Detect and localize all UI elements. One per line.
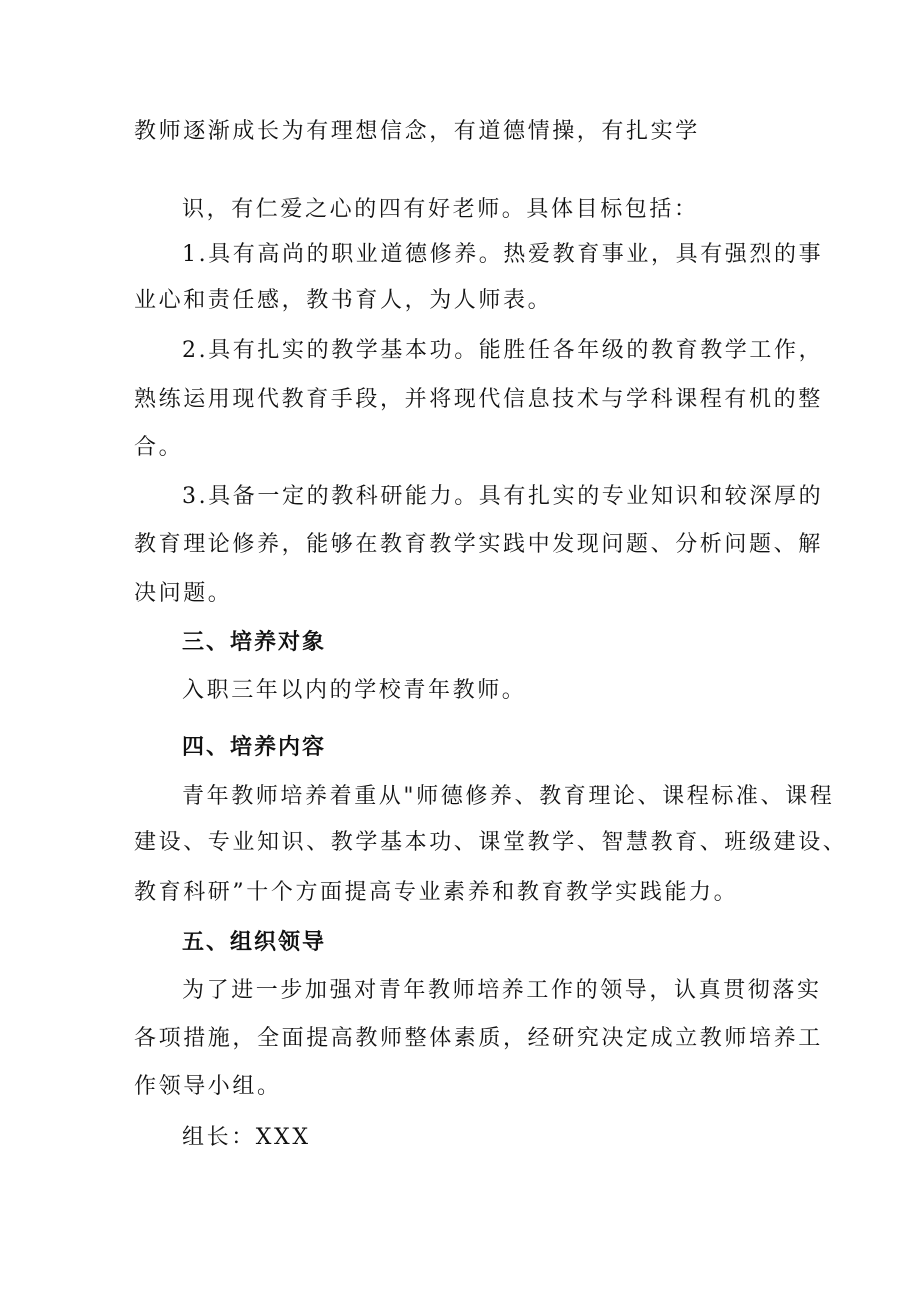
paragraph-line: 熟练运用现代教育手段，并将现代信息技术与学科课程有机的整 <box>134 387 823 412</box>
goal-item-2: 2.具有扎实的教学基本功。能胜任各年级的教育教学工作， <box>182 338 824 363</box>
paragraph-line: 教育科研”十个方面提高专业素养和教育教学实践能力。 <box>134 880 739 905</box>
paragraph-line: 决问题。 <box>134 581 233 606</box>
paragraph-line: 业心和责任感，教书育人，为人师表。 <box>134 288 553 313</box>
paragraph-line: 为了进一步加强对青年教师培养工作的领导，认真贯彻落实 <box>182 978 822 1003</box>
paragraph-line: 建设、专业知识、教学基本功、课堂教学、智慧教育、班级建设、 <box>134 830 848 855</box>
paragraph-line: 合。 <box>134 435 184 460</box>
paragraph-line: 作领导小组。 <box>134 1074 282 1099</box>
paragraph-line: 入职三年以内的学校青年教师。 <box>182 678 527 703</box>
section-heading-leadership: 五、组织领导 <box>182 930 327 955</box>
paragraph-line: 教师逐渐成长为有理想信念，有道德情操，有扎实学 <box>134 119 700 144</box>
goal-item-1: 1.具有高尚的职业道德修养。热爱教育事业，具有强烈的事 <box>182 242 824 267</box>
section-heading-training-target: 三、培养对象 <box>182 630 327 655</box>
goal-item-3: 3.具备一定的教科研能力。具有扎实的专业知识和较深厚的 <box>182 484 824 509</box>
section-heading-training-content: 四、培养内容 <box>182 735 327 760</box>
paragraph-line: 教育理论修养，能够在教育教学实践中发现问题、分析问题、解 <box>134 532 823 557</box>
paragraph-line: 各项措施，全面提高教师整体素质，经研究决定成立教师培养工 <box>134 1026 823 1051</box>
paragraph-line: 青年教师培养着重从"师德修养、教育理论、课程标准、课程 <box>182 784 835 809</box>
paragraph-line: 识，有仁爱之心的四有好老师。具体目标包括： <box>182 197 699 222</box>
group-leader-line: 组长：XXX <box>182 1125 311 1150</box>
